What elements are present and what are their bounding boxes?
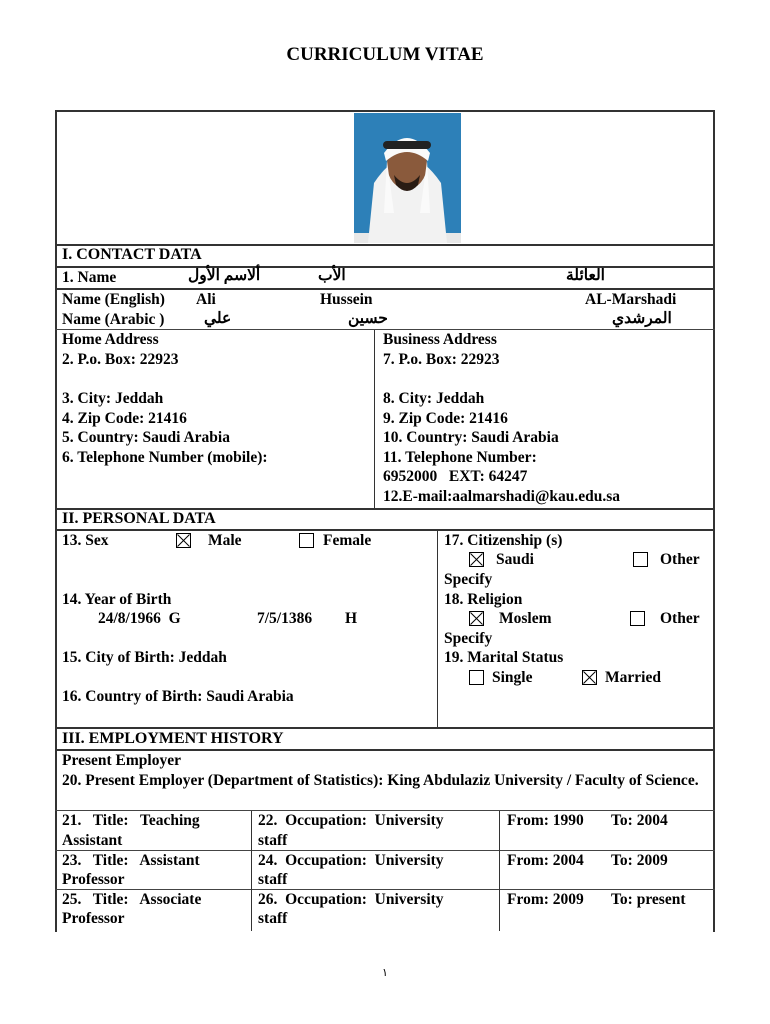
- religion-label: 18. Religion: [444, 591, 523, 608]
- business-city: 8. City: Jeddah: [383, 390, 485, 407]
- row-occupation-cont: staff: [258, 910, 288, 927]
- business-address-heading: Business Address: [383, 331, 497, 348]
- citizenship-specify: Specify: [444, 571, 493, 588]
- married-checkbox[interactable]: [582, 670, 597, 685]
- row-title: 21. Title: Teaching: [62, 812, 200, 829]
- business-pobox: 7. P.o. Box: 22923: [383, 351, 500, 368]
- name-english-family: AL-Marshadi: [585, 291, 677, 308]
- religion-moslem-checkbox[interactable]: [469, 611, 484, 626]
- sex-label: 13. Sex: [62, 532, 109, 549]
- name-arabic-label: Name (Arabic ): [62, 311, 165, 328]
- male-checkbox[interactable]: [176, 533, 191, 548]
- hijri-suffix: H: [345, 610, 358, 627]
- row-occupation-cont: staff: [258, 871, 288, 888]
- row-from: From: 2004: [507, 852, 584, 869]
- religion-other-checkbox[interactable]: [630, 611, 645, 626]
- home-pobox: 2. P.o. Box: 22923: [62, 351, 179, 368]
- business-email: 12.E-mail:aalmarshadi@kau.edu.sa: [383, 488, 621, 505]
- present-employer-text: 20. Present Employer (Department of Statistics): King Abdulaziz University / Faculty of Science.: [62, 772, 699, 789]
- religion-moslem-label: Moslem: [499, 610, 552, 627]
- row-occupation-cont: staff: [258, 832, 288, 849]
- row-from: From: 1990: [507, 812, 584, 829]
- row-title-cont: Assistant: [62, 832, 123, 849]
- page-number: ١: [382, 967, 388, 979]
- city-of-birth: 15. City of Birth: Jeddah: [62, 649, 227, 666]
- name-english-father: Hussein: [320, 291, 373, 308]
- name-english-label: Name (English): [62, 291, 165, 308]
- year-of-birth-hijri: 7/5/1386: [257, 610, 313, 627]
- row-title: 25. Title: Associate: [62, 891, 202, 908]
- home-address-heading: Home Address: [62, 331, 159, 348]
- home-zip: 4. Zip Code: 21416: [62, 410, 187, 427]
- female-checkbox[interactable]: [299, 533, 314, 548]
- name-arabic-first: علي: [204, 310, 232, 327]
- arabic-first-name-header: ألاسم الأول: [188, 267, 261, 284]
- single-checkbox[interactable]: [469, 670, 484, 685]
- row-to: To: 2004: [611, 812, 668, 829]
- contact-data-heading: I. CONTACT DATA: [62, 246, 202, 263]
- business-country: 10. Country: Saudi Arabia: [383, 429, 559, 446]
- arabic-family-name-header: العائلة: [566, 267, 605, 284]
- citizenship-other-checkbox[interactable]: [633, 552, 648, 567]
- business-telephone: 6952000 EXT: 64247: [383, 468, 528, 485]
- document-title: CURRICULUM VITAE: [286, 44, 484, 65]
- citizenship-saudi-label: Saudi: [496, 551, 534, 568]
- row-title: 23. Title: Assistant: [62, 852, 200, 869]
- year-of-birth-label: 14. Year of Birth: [62, 591, 172, 608]
- row-to: To: present: [611, 891, 686, 908]
- religion-other-label: Other: [660, 610, 700, 627]
- marital-status-label: 19. Marital Status: [444, 649, 564, 666]
- citizenship-label: 17. Citizenship (s): [444, 532, 563, 549]
- home-country: 5. Country: Saudi Arabia: [62, 429, 230, 446]
- year-of-birth-gregorian: 24/8/1966 G: [98, 610, 181, 627]
- name-arabic-family: المرشدي: [612, 310, 672, 327]
- row-from: From: 2009: [507, 891, 584, 908]
- business-zip: 9. Zip Code: 21416: [383, 410, 508, 427]
- home-telephone: 6. Telephone Number (mobile):: [62, 449, 268, 466]
- name-arabic-father: حسين: [348, 310, 388, 327]
- female-label: Female: [323, 532, 372, 549]
- profile-photo: [354, 113, 461, 243]
- male-label: Male: [208, 532, 242, 549]
- row-occupation: 26. Occupation: University: [258, 891, 444, 908]
- personal-data-heading: II. PERSONAL DATA: [62, 510, 216, 527]
- name-english-first: Ali: [196, 291, 216, 308]
- married-label: Married: [605, 669, 661, 686]
- single-label: Single: [492, 669, 533, 686]
- name-label: 1. Name: [62, 269, 117, 286]
- present-employer-label: Present Employer: [62, 752, 181, 769]
- employment-history-heading: III. EMPLOYMENT HISTORY: [62, 730, 284, 747]
- country-of-birth: 16. Country of Birth: Saudi Arabia: [62, 688, 294, 705]
- arabic-father-name-header: الأب: [318, 267, 346, 284]
- home-city: 3. City: Jeddah: [62, 390, 164, 407]
- citizenship-saudi-checkbox[interactable]: [469, 552, 484, 567]
- row-title-cont: Professor: [62, 910, 125, 927]
- religion-specify: Specify: [444, 630, 493, 647]
- row-title-cont: Professor: [62, 871, 125, 888]
- row-occupation: 24. Occupation: University: [258, 852, 444, 869]
- row-to: To: 2009: [611, 852, 668, 869]
- row-occupation: 22. Occupation: University: [258, 812, 444, 829]
- business-telephone-label: 11. Telephone Number:: [383, 449, 537, 466]
- citizenship-other-label: Other: [660, 551, 700, 568]
